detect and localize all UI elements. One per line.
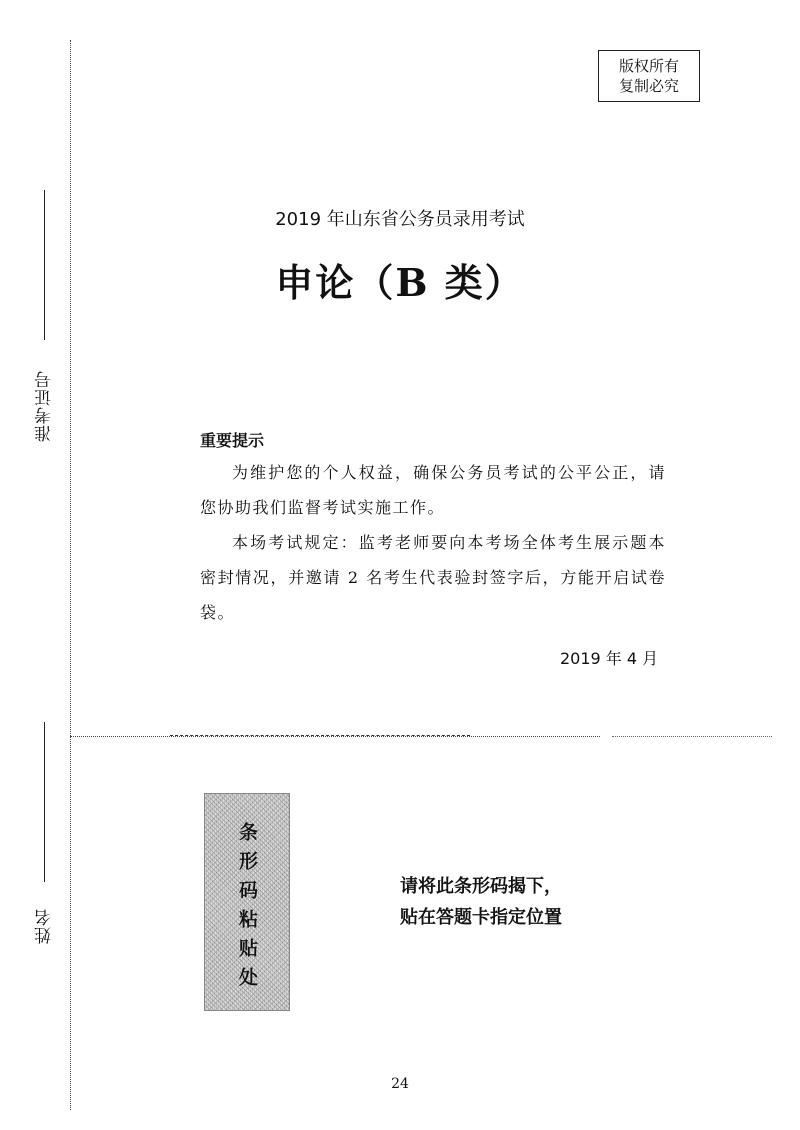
exam-title: 申论（B 类） [275,260,525,305]
copyright-line2: 复制必究 [618,77,679,95]
name-line [44,722,45,882]
barcode-instruction-1: 请将此条形码揭下， [400,876,562,897]
notice-date: 2019 年 4 月 [560,649,659,668]
barcode-label: 条形码粘贴处 [236,822,258,996]
notice-paragraph-2: 本场考试规定：监考老师要向本考场全体考生展示题本密封情况，并邀请 2 名考生代表验封签字后，方能开启试卷袋。 [200,533,666,622]
exam-subtitle: 2019 年山东省公务员录用考试 [275,209,525,230]
copyright-line1: 版权所有 [618,57,679,75]
name-label: 姓名 [35,908,55,944]
cut-line-right [612,736,772,737]
notice-heading: 重要提示 [200,431,265,450]
copyright-stamp [598,50,700,102]
notice-paragraph-1: 为维护您的个人权益，确保公务员考试的公平公正，请您协助我们监督考试实施工作。 [200,463,666,517]
binding-margin-line [70,40,71,1110]
cut-line [70,736,600,737]
page-number: 24 [391,1076,409,1092]
cut-line-dash [170,735,470,736]
barcode-instruction-2: 贴在答题卡指定位置 [400,907,562,928]
ticket-number-label: 准考证号 [35,370,55,442]
